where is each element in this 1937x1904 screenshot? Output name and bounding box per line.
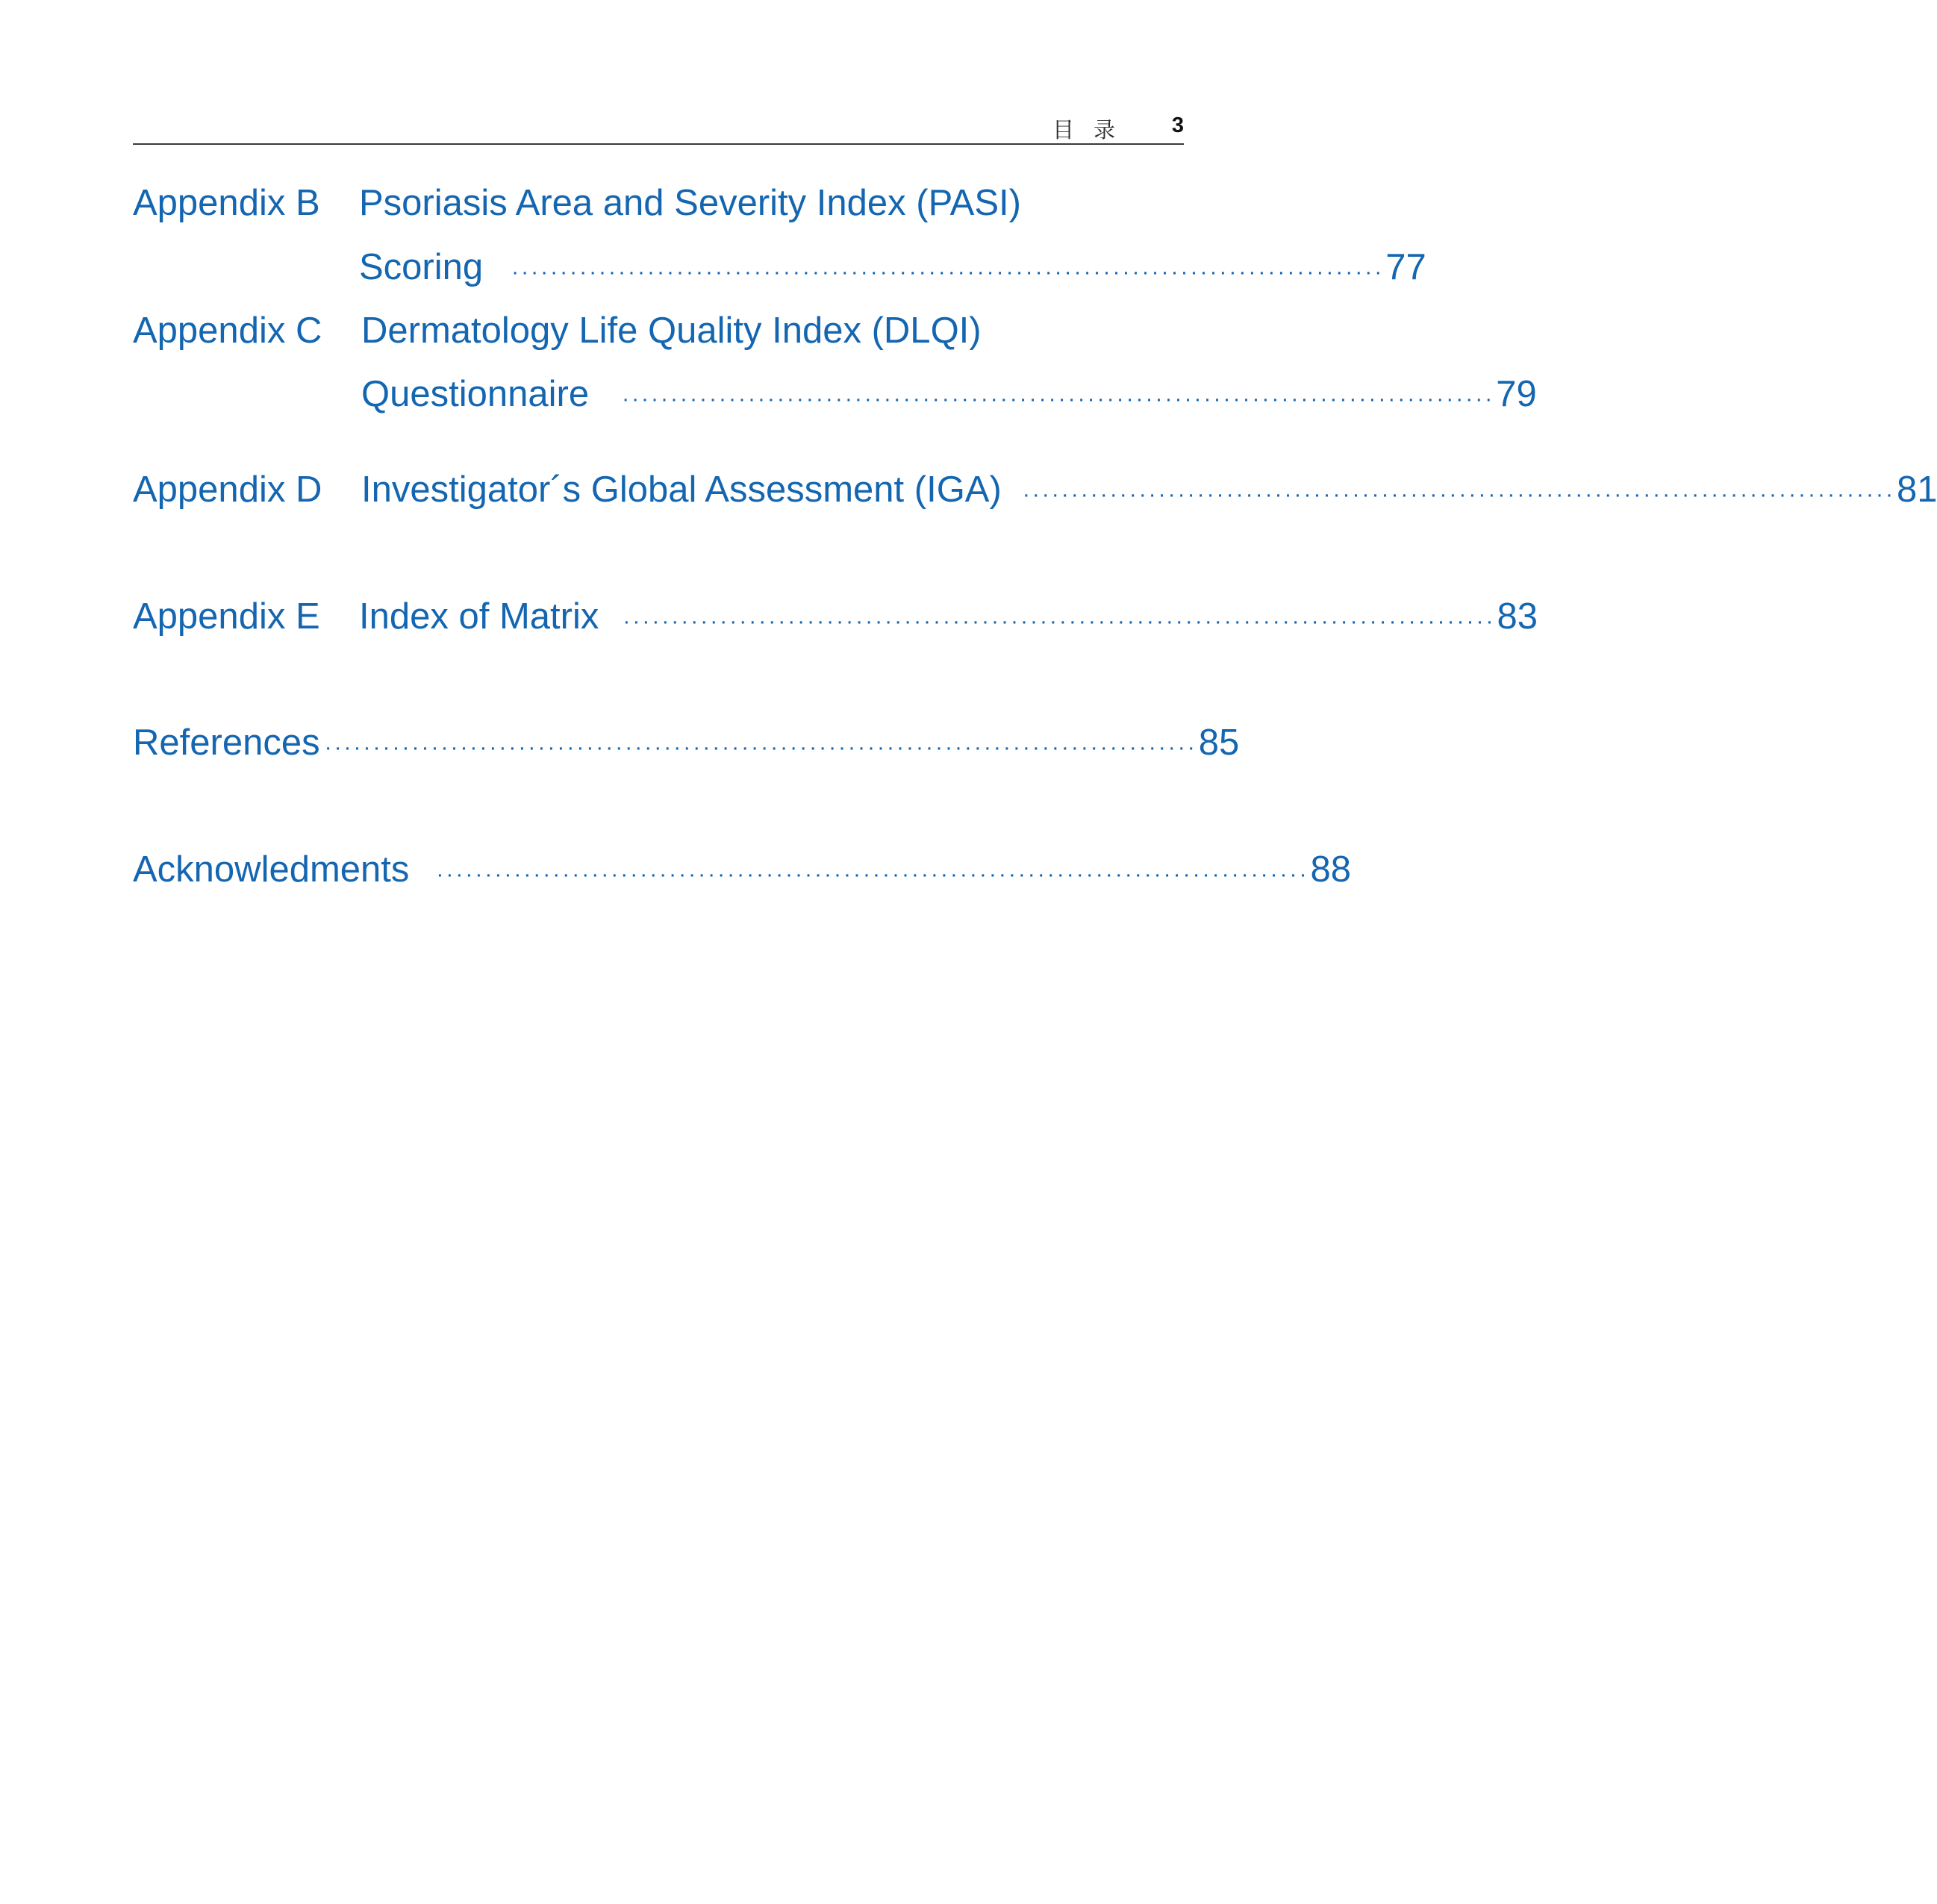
toc-entry-appendix-c-line2[interactable] [133, 371, 1537, 417]
dot-leader: ·························································································· [1022, 482, 1895, 507]
dot-leader: ·························································································· [622, 387, 1495, 411]
toc-title-continued: Questionnaire [361, 374, 590, 414]
dot-leader: ·························································································· [623, 609, 1496, 634]
toc-title-continued: Scoring [359, 247, 484, 287]
toc-title: Dermatology Life Quality Index (DLQI) [361, 310, 982, 351]
running-header [133, 104, 1184, 145]
toc-entry-acknowledments[interactable] [133, 846, 1352, 893]
toc-entry-appendix-e[interactable] [133, 593, 1538, 640]
toc-entry-appendix-b-line2[interactable] [133, 244, 1426, 290]
page-number: 3 [1171, 113, 1184, 137]
toc-label: Appendix B [133, 183, 320, 223]
toc-leader-row [133, 720, 1240, 771]
toc-page-ref: 88 [1310, 849, 1352, 890]
toc-leader-row [361, 371, 1537, 422]
toc-title: Investigator´s Global Assessment (IGA) [361, 469, 1002, 510]
toc-title: Index of Matrix [359, 596, 599, 637]
dot-leader: ·························································································· [436, 862, 1309, 887]
toc-label: Appendix C [133, 310, 322, 351]
toc-entry-appendix-b-line1[interactable] [133, 180, 1184, 226]
toc-label: Appendix E [133, 596, 320, 637]
toc-leader-row [359, 244, 1426, 296]
toc-leader-row [359, 593, 1538, 645]
dot-leader: ·························································································· [511, 260, 1385, 284]
toc-entry-appendix-c-line1[interactable] [133, 308, 1184, 354]
toc-title: Psoriasis Area and Severity Index (PASI) [359, 183, 1021, 223]
toc-page-ref: 83 [1497, 596, 1538, 637]
toc-label: References [133, 722, 320, 763]
dot-leader: ·························································································· [324, 735, 1197, 760]
running-header-section: 目录 [1052, 117, 1135, 143]
toc-leader-row [361, 466, 1937, 518]
toc-page-ref: 85 [1198, 722, 1240, 763]
toc-leader-row [133, 846, 1352, 898]
toc-label: Acknowledments [133, 849, 410, 890]
toc-page-ref: 77 [1385, 247, 1426, 287]
toc-entry-references[interactable] [133, 720, 1240, 766]
toc-page-ref: 79 [1496, 374, 1537, 414]
toc-label: Appendix D [133, 469, 322, 510]
toc-page-ref: 81 [1896, 469, 1937, 510]
toc-entry-appendix-d[interactable] [133, 466, 1937, 513]
